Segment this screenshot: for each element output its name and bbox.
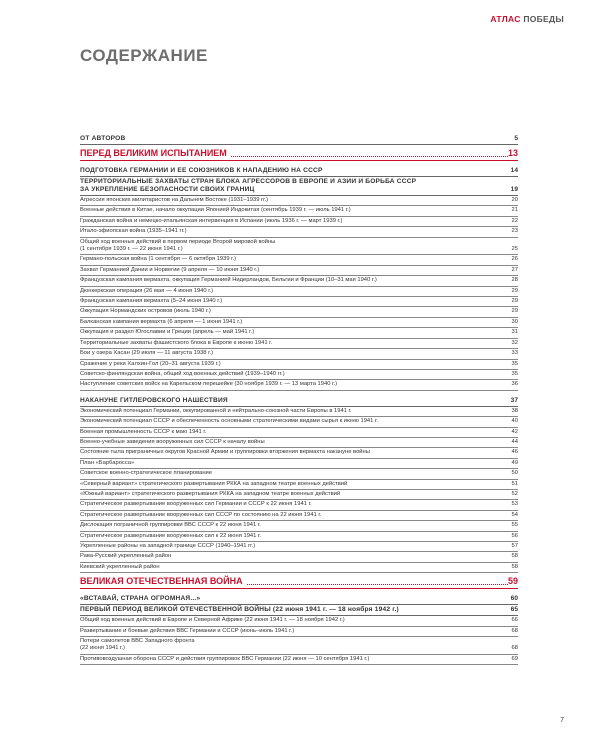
toc-entry[interactable] <box>80 448 518 458</box>
toc-section-entry[interactable] <box>80 134 518 145</box>
toc-entry-page: 25 <box>511 246 518 253</box>
toc-entry-title: Наступление советских войск на Карельском перешейке (30 ноября 1939 г. — 13 марта 1940 г.) <box>80 381 338 388</box>
toc-entry[interactable] <box>80 616 518 626</box>
toc-entry[interactable] <box>80 532 518 542</box>
toc-entry-title: Противовоздушная оборона СССР и действия группировок ВВС Германии (22 июня — 10 сентября 1941 г.) <box>80 655 370 662</box>
toc-entry[interactable] <box>80 438 518 448</box>
toc-entry-page: 49 <box>511 459 518 466</box>
toc-entry-page: 26 <box>511 256 518 263</box>
toc-entry-page: 46 <box>511 449 518 456</box>
toc-entry-page: 32 <box>511 339 518 346</box>
toc-entry-page: 58 <box>511 553 518 560</box>
toc-entry[interactable] <box>80 297 518 307</box>
toc-entry-page: 44 <box>511 438 518 445</box>
toc-entry-page: 31 <box>511 329 518 336</box>
toc-entry-page: 68 <box>511 627 518 634</box>
header-word: ПОБЕДЫ <box>523 14 564 24</box>
toc-entry[interactable] <box>80 627 518 637</box>
toc-entry-title: Стратегическое развертывание вооруженных сил к 22 июня 1941 г. <box>80 532 261 539</box>
toc-entry-title: Агрессия японских милитаристов на Дальнем Востоке (1931–1939 гг.) <box>80 197 269 203</box>
table-of-contents <box>80 134 518 665</box>
toc-entry[interactable] <box>80 339 518 349</box>
toc-part-entry[interactable] <box>80 147 518 161</box>
toc-entry[interactable] <box>80 370 518 380</box>
toc-entry[interactable] <box>80 206 518 216</box>
toc-entry-title: ПЕРВЫЙ ПЕРИОД ВЕЛИКОЙ ОТЕЧЕСТВЕННОЙ ВОЙНЫ (22 июня 1941 г. — 18 ноября 1942 г.) <box>80 606 399 614</box>
toc-section-entry[interactable] <box>80 594 518 605</box>
toc-section-entry[interactable] <box>80 605 518 616</box>
toc-entry[interactable] <box>80 552 518 562</box>
toc-entry-title: Военная промышленность СССР к маю 1941 г. <box>80 428 207 435</box>
toc-entry-title: Военно-учебные заведения вооруженных сил СССР к началу войны <box>80 438 265 445</box>
toc-entry[interactable] <box>80 328 518 338</box>
toc-entry-title: Захват Германией Дании и Норвегии (9 апреля — 10 июня 1940 г.) <box>80 266 260 273</box>
toc-entry[interactable] <box>80 542 518 552</box>
toc-entry-title: Рава-Русский укрепленный район <box>80 553 172 560</box>
toc-entry-page: 13 <box>507 148 518 158</box>
toc-entry[interactable] <box>80 563 518 573</box>
running-header <box>490 14 564 24</box>
toc-entry-title: Состояние тыла приграничных округов Красной Армии и группировки вторжения вермахта накануне войны <box>80 449 370 456</box>
toc-entry[interactable] <box>80 407 518 417</box>
toc-entry[interactable] <box>80 276 518 286</box>
toc-entry-page: 40 <box>511 418 518 425</box>
toc-entry-page: 22 <box>511 217 518 224</box>
toc-entry-page: 50 <box>511 470 518 477</box>
toc-entry-title: ПЕРЕД ВЕЛИКИМ ИСПЫТАНИЕМ <box>80 148 227 158</box>
toc-entry-page: 66 <box>511 617 518 624</box>
toc-entry[interactable] <box>80 255 518 265</box>
toc-entry-page: 20 <box>511 197 518 203</box>
toc-entry-page: 14 <box>510 167 518 174</box>
toc-entry-title: «ВСТАВАЙ, СТРАНА ОГРОМНАЯ...» <box>80 595 201 603</box>
toc-entry-title: Оккупация Нормандских островов (июль 1940 г.) <box>80 308 211 315</box>
toc-entry-title: Территориальные захваты фашистского блока в Европе к июню 1941 г. <box>80 339 273 346</box>
toc-entry-page: 35 <box>511 370 518 377</box>
toc-entry-title: Французская кампания вермахта, оккупация Германией Нидерландов, Бельгии и Франции (10–31 мая 1940 г.) <box>80 277 377 284</box>
toc-entry-title: Гражданская война и немецко-итальянская интервенция в Испании (июль 1936 г. — март 1939 г.) <box>80 217 343 224</box>
toc-entry-page: 28 <box>511 277 518 284</box>
toc-entry-page: 69 <box>511 655 518 662</box>
toc-entry[interactable] <box>80 307 518 317</box>
toc-entry-title: Общий ход военных действий в первом периоде Второй мировой войны (1 сентября 1939 г. — 22 июня 1941 г.) <box>80 238 276 253</box>
toc-entry-title: ВЕЛИКАЯ ОТЕЧЕСТВЕННАЯ ВОЙНА <box>80 576 243 587</box>
toc-entry-page: 54 <box>511 511 518 518</box>
toc-entry[interactable] <box>80 227 518 237</box>
toc-section-entry[interactable] <box>80 396 518 407</box>
toc-entry-page: 19 <box>510 186 518 193</box>
toc-entry[interactable] <box>80 490 518 500</box>
toc-entry-page: 30 <box>511 318 518 325</box>
toc-entry-title: «Южный вариант» стратегического развертывания РККА на западном театре военных действий <box>80 490 341 497</box>
toc-entry-page: 59 <box>507 576 518 587</box>
toc-entry[interactable] <box>80 521 518 531</box>
toc-entry-title: Потери самолетов ВВС Западного фронта (22 июня 1941 г.) <box>80 638 195 652</box>
toc-entry-page: 53 <box>511 501 518 508</box>
toc-entry-title: Военные действия в Китае, начало оккупации Японией Индокитая (сентябрь 1939 г. — июль 1941 г.) <box>80 207 351 214</box>
toc-entry-page: 55 <box>511 522 518 529</box>
toc-entry-title: Французская кампания вермахта (5–24 июня 1940 г.) <box>80 298 223 305</box>
toc-entry-title: ПОДГОТОВКА ГЕРМАНИИ И ЕЕ СОЮЗНИКОВ К НАПАДЕНИЮ НА СССР <box>80 167 323 174</box>
toc-entry-title: Стратегическое развертывание вооруженных сил СССР по состоянию на 22 июня 1941 г. <box>80 511 322 518</box>
toc-entry-title: НАКАНУНЕ ГИТЛЕРОВСКОГО НАШЕСТВИЯ <box>80 396 228 404</box>
toc-entry[interactable] <box>80 266 518 276</box>
toc-entry[interactable] <box>80 637 518 655</box>
toc-entry-page: 33 <box>511 350 518 357</box>
toc-entry[interactable] <box>80 511 518 521</box>
toc-entry-page: 37 <box>510 396 518 404</box>
toc-entry[interactable] <box>80 480 518 490</box>
toc-entry-title: Балканская кампания вермахта (6 апреля — 1 июня 1941 г.) <box>80 318 243 325</box>
page-number: 7 <box>560 717 564 724</box>
toc-entry-title: Советское военно-стратегическое планирование <box>80 470 213 477</box>
toc-entry-title: Советско-финляндская война, общий ход военных действий (1939–1940 гг.) <box>80 370 285 377</box>
toc-entry-title: Экономический потенциал СССР и обеспеченность основными стратегическими видами сырья к июню 1941 г. <box>80 418 378 425</box>
toc-section-entry[interactable] <box>80 166 518 177</box>
toc-entry-page: 56 <box>511 532 518 539</box>
toc-entry[interactable] <box>80 238 518 256</box>
toc-entry[interactable] <box>80 287 518 297</box>
toc-entry-title: Германо-польская война (1 сентября — 6 октября 1939 г.) <box>80 256 237 263</box>
toc-entry-page: 21 <box>511 207 518 214</box>
toc-entry[interactable] <box>80 217 518 227</box>
toc-entry-title: Укрепленные районы на западной границе СССР (1940–1941 гг.) <box>80 543 256 549</box>
toc-entry-title: ТЕРРИТОРИАЛЬНЫЕ ЗАХВАТЫ СТРАН БЛОКА АГРЕССОРОВ В ЕВРОПЕ И АЗИИ И БОРЬБА СССР ЗА УКРЕПЛЕНИЕ БЕЗОПАСНОСТИ СВОИХ ГРАНИЦ <box>80 178 417 193</box>
toc-entry-page: 60 <box>510 595 518 603</box>
toc-entry-page: 29 <box>511 287 518 294</box>
page-title: СОДЕРЖАНИЕ <box>80 46 208 65</box>
toc-leader-dots <box>247 584 508 585</box>
toc-entry-page: 58 <box>511 563 518 570</box>
toc-entry-page: 57 <box>511 543 518 549</box>
toc-entry-page: 51 <box>511 480 518 487</box>
toc-entry[interactable] <box>80 655 518 665</box>
toc-entry-title: Дислокация пограничной группировки ВВС СССР к 22 июня 1941 г. <box>80 522 261 529</box>
toc-entry-title: Итало-эфиопская война (1935–1941 гг.) <box>80 228 187 235</box>
toc-part-entry[interactable] <box>80 575 518 589</box>
toc-entry-page: 23 <box>511 228 518 235</box>
toc-entry[interactable] <box>80 360 518 370</box>
toc-entry-page: 36 <box>511 381 518 388</box>
toc-entry-title: «Северный вариант» стратегического развертывания РККА на западном театре военных действий <box>80 480 348 487</box>
toc-entry-page: 35 <box>511 360 518 367</box>
toc-section-entry[interactable] <box>80 177 518 196</box>
toc-entry[interactable] <box>80 417 518 427</box>
toc-entry-page: 42 <box>511 428 518 435</box>
toc-entry-title: Бои у озера Хасан (29 июля — 11 августа 1938 г.) <box>80 350 214 357</box>
toc-entry[interactable] <box>80 500 518 510</box>
toc-entry[interactable] <box>80 469 518 479</box>
toc-entry-title: Стратегическое развертывание вооруженных сил Германии и СССР к 22 июня 1941 г. <box>80 501 312 508</box>
toc-entry-title: Дюнкеркская операция (26 мая — 4 июня 1940 г.) <box>80 287 214 294</box>
toc-entry-page: 65 <box>510 606 518 614</box>
toc-entry-title: Экономический потенциал Германии, оккупированной и нейтрально-союзной части Европы в 1941 г. <box>80 407 352 414</box>
toc-entry-page: 29 <box>511 308 518 315</box>
toc-entry-page: 5 <box>514 135 518 142</box>
toc-entry-title: Общий ход военных действий в Европе и Северной Африке (22 июня 1941 г. — 18 ноября 1942 г.) <box>80 617 345 624</box>
toc-entry-title: ОТ АВТОРОВ <box>80 135 126 142</box>
toc-entry-title: Оккупация и раздел Югославии и Греции (апрель — май 1941 г.) <box>80 329 255 336</box>
toc-entry[interactable] <box>80 428 518 438</box>
toc-entry[interactable] <box>80 196 518 206</box>
toc-entry-title: Сражение у реки Халхин-Гол (20–31 августа 1939 г.) <box>80 360 221 367</box>
toc-entry-title: План «Барбаросса» <box>80 459 135 466</box>
toc-entry[interactable] <box>80 380 518 390</box>
toc-entry[interactable] <box>80 459 518 469</box>
toc-entry-title: Киевский укрепленный район <box>80 563 160 570</box>
toc-entry-page: 27 <box>511 266 518 273</box>
header-brand: АТЛАС <box>490 14 521 24</box>
toc-entry[interactable] <box>80 318 518 328</box>
toc-entry-page: 52 <box>511 490 518 497</box>
toc-entry[interactable] <box>80 349 518 359</box>
toc-entry-page: 38 <box>511 407 518 414</box>
toc-leader-dots <box>231 156 508 157</box>
toc-entry-page: 29 <box>511 298 518 305</box>
toc-entry-title: Развертывание и боевые действия ВВС Германии и СССР (июнь–июль 1941 г.) <box>80 627 295 634</box>
toc-entry-page: 68 <box>511 645 518 652</box>
